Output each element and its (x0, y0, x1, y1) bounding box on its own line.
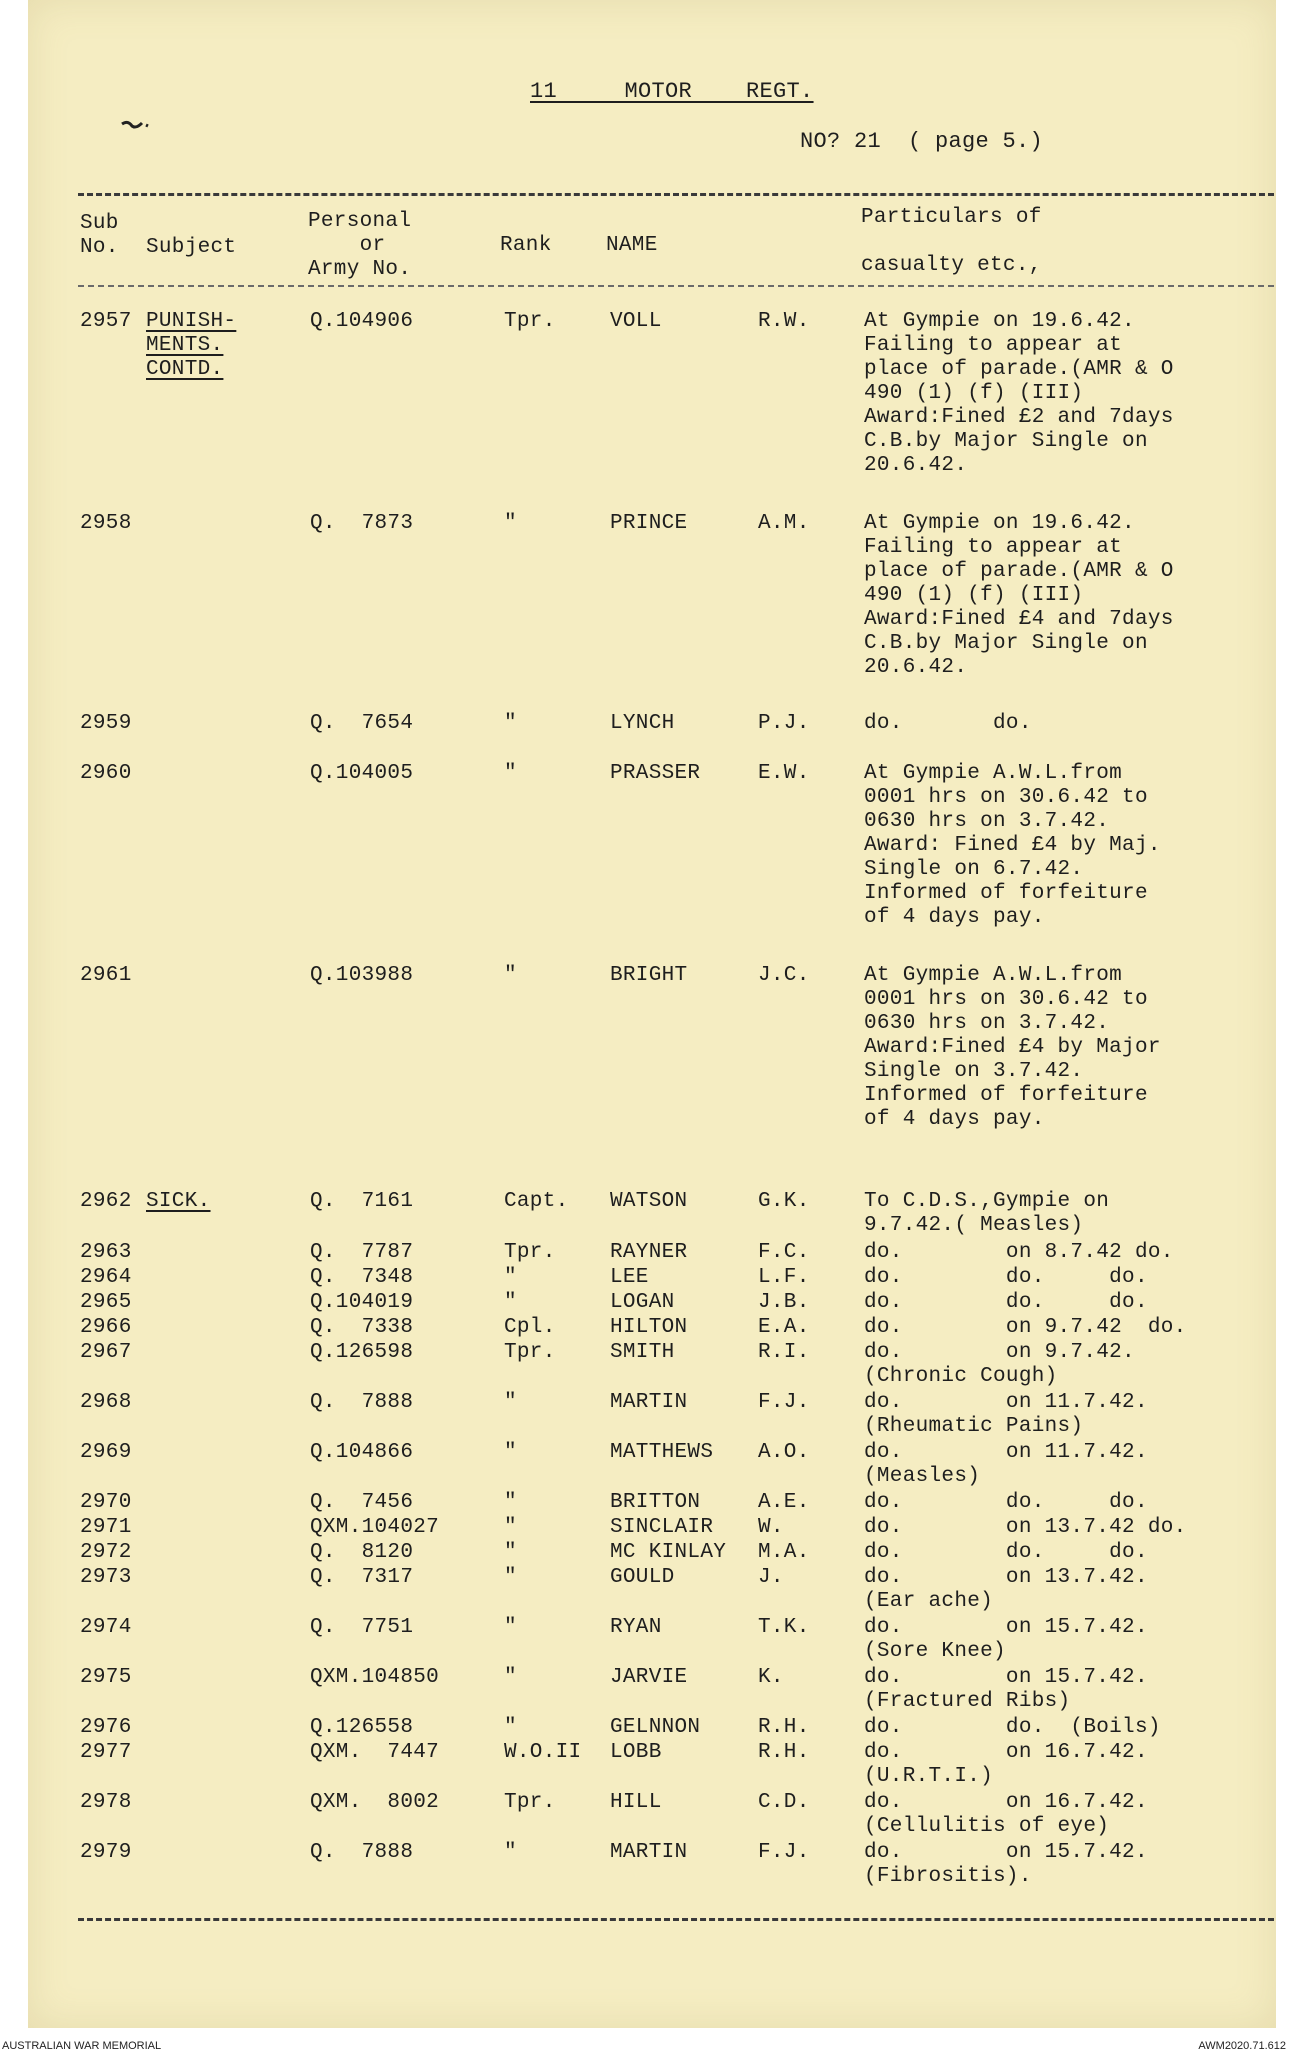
entry-name: RYAN (610, 1616, 662, 1639)
entry-personal-no: QXM. 7447 (310, 1741, 440, 1764)
entry-name: BRIGHT (610, 964, 688, 987)
entry-rank: " (504, 512, 517, 535)
entry-name: LYNCH (610, 712, 675, 735)
entry-initials: A.O. (758, 1441, 810, 1464)
ink-mark (120, 120, 150, 130)
entry-particulars: do. on 9.7.42. (Chronic Cough) (864, 1341, 1135, 1388)
archive-label: AUSTRALIAN WAR MEMORIAL (2, 2040, 162, 2052)
entry-rank: " (504, 1391, 517, 1414)
entry-particulars: do. on 15.7.42. (Fractured Ribs) (864, 1666, 1148, 1713)
entry-name: MC KINLAY (610, 1541, 727, 1564)
entry-initials: W. (758, 1516, 784, 1539)
entry-sub-no: 2978 (80, 1791, 132, 1814)
entry-particulars: At Gympie A.W.L.from 0001 hrs on 30.6.42 to 0630 hrs on 3.7.42. Award: Fined £4 by Maj. Single on 6.7.42. Informed of forfeiture of 4 days pay. (864, 762, 1161, 929)
entry-initials: G.K. (758, 1190, 810, 1213)
entry-particulars: do. do. do. (864, 1291, 1148, 1314)
entry-name: SINCLAIR (610, 1516, 714, 1539)
entry-name: MARTIN (610, 1841, 688, 1864)
entry-particulars: do. do. (864, 712, 1032, 735)
header-bottom-rule (78, 285, 1274, 287)
entry-rank: Capt. (504, 1190, 569, 1213)
entry-personal-no: Q.126558 (310, 1716, 414, 1739)
footer-rule (78, 1918, 1274, 1921)
entry-sub-no: 2960 (80, 762, 132, 785)
entry-rank: " (504, 712, 517, 735)
entry-particulars: do. on 11.7.42. (Rheumatic Pains) (864, 1391, 1148, 1438)
entry-initials: L.F. (758, 1266, 810, 1289)
entry-name: HILTON (610, 1316, 688, 1339)
entry-particulars: do. on 15.7.42. (Fibrositis). (864, 1841, 1148, 1888)
entry-sub-no: 2969 (80, 1441, 132, 1464)
entry-personal-no: Q.103988 (310, 964, 414, 987)
document-number: NO? 21 ( page 5.) (800, 129, 1044, 154)
header-sub-no: Sub No. (80, 212, 119, 259)
entry-name: GOULD (610, 1566, 675, 1589)
entry-rank: Tpr. (504, 1341, 556, 1364)
entry-particulars: do. do. do. (864, 1266, 1148, 1289)
entry-personal-no: Q. 7873 (310, 512, 414, 535)
entry-initials: R.H. (758, 1716, 810, 1739)
entry-sub-no: 2959 (80, 712, 132, 735)
entry-name: HILL (610, 1791, 662, 1814)
entry-rank: " (504, 964, 517, 987)
entry-sub-no: 2976 (80, 1716, 132, 1739)
entry-personal-no: Q. 7348 (310, 1266, 414, 1289)
entry-name: MARTIN (610, 1391, 688, 1414)
entry-sub-no: 2967 (80, 1341, 132, 1364)
entry-personal-no: QXM.104850 (310, 1666, 440, 1689)
entry-personal-no: Q.104005 (310, 762, 414, 785)
entry-sub-no: 2979 (80, 1841, 132, 1864)
entry-rank: " (504, 1441, 517, 1464)
entry-subject: PUNISH- MENTS. CONTD. (146, 310, 237, 381)
entry-rank: " (504, 1566, 517, 1589)
header-subject: Subject (146, 236, 237, 259)
header-top-rule (78, 193, 1274, 196)
entry-initials: A.E. (758, 1491, 810, 1514)
entry-particulars: do. on 13.7.42 do. (864, 1516, 1187, 1539)
entry-initials: R.H. (758, 1741, 810, 1764)
entry-name: PRINCE (610, 512, 688, 535)
entry-initials: J.C. (758, 964, 810, 987)
entry-initials: M.A. (758, 1541, 810, 1564)
entry-rank: Tpr. (504, 1241, 556, 1264)
entry-rank: Tpr. (504, 1791, 556, 1814)
entry-name: LEE (610, 1266, 649, 1289)
entry-personal-no: Q. 7888 (310, 1841, 414, 1864)
entry-name: LOBB (610, 1741, 662, 1764)
entry-personal-no: Q. 7338 (310, 1316, 414, 1339)
entry-particulars: do. on 8.7.42 do. (864, 1241, 1174, 1264)
entry-sub-no: 2957 (80, 310, 132, 333)
entry-particulars: do. on 13.7.42. (Ear ache) (864, 1566, 1148, 1613)
entry-personal-no: Q. 7787 (310, 1241, 414, 1264)
entry-personal-no: Q.126598 (310, 1341, 414, 1364)
entry-personal-no: Q.104906 (310, 310, 414, 333)
entry-particulars: At Gympie on 19.6.42. Failing to appear at place of parade.(AMR & O 490 (1) (f) (III) Award:Fined £4 and 7days C.B.by Major Single on 20.6.42. (864, 512, 1174, 679)
entry-rank: " (504, 1516, 517, 1539)
entry-sub-no: 2961 (80, 964, 132, 987)
entry-rank: " (504, 1716, 517, 1739)
entry-initials: F.J. (758, 1841, 810, 1864)
entry-name: RAYNER (610, 1241, 688, 1264)
entry-sub-no: 2958 (80, 512, 132, 535)
entry-rank: Cpl. (504, 1316, 556, 1339)
entry-initials: K. (758, 1666, 784, 1689)
header-particulars: Particulars of casualty etc., (861, 206, 1042, 277)
entry-rank: " (504, 1841, 517, 1864)
entry-particulars: do. on 15.7.42. (Sore Knee) (864, 1616, 1148, 1663)
entry-initials: R.W. (758, 310, 810, 333)
entry-sub-no: 2963 (80, 1241, 132, 1264)
entry-particulars: At Gympie on 19.6.42. Failing to appear at place of parade.(AMR & O 490 (1) (f) (III) Award:Fined £2 and 7days C.B.by Major Single on 20.6.42. (864, 310, 1174, 477)
header-personal-no: Personal or Army No. (308, 210, 412, 281)
entry-personal-no: Q.104019 (310, 1291, 414, 1314)
entry-particulars: To C.D.S.,Gympie on 9.7.42.( Measles) (864, 1190, 1110, 1237)
entry-initials: P.J. (758, 712, 810, 735)
document-page (28, 0, 1276, 2028)
entry-sub-no: 2966 (80, 1316, 132, 1339)
entry-sub-no: 2970 (80, 1491, 132, 1514)
entry-name: BRITTON (610, 1491, 701, 1514)
entry-particulars: do. on 9.7.42 do. (864, 1316, 1187, 1339)
entry-sub-no: 2968 (80, 1391, 132, 1414)
entry-particulars: do. do. do. (864, 1491, 1148, 1514)
entry-sub-no: 2974 (80, 1616, 132, 1639)
entry-name: WATSON (610, 1190, 688, 1213)
entry-initials: F.C. (758, 1241, 810, 1264)
entry-initials: E.A. (758, 1316, 810, 1339)
entry-personal-no: Q. 7654 (310, 712, 414, 735)
entry-name: JARVIE (610, 1666, 688, 1689)
entry-sub-no: 2975 (80, 1666, 132, 1689)
entry-rank: " (504, 1616, 517, 1639)
entry-rank: " (504, 1666, 517, 1689)
entry-particulars: At Gympie A.W.L.from 0001 hrs on 30.6.42 to 0630 hrs on 3.7.42. Award:Fined £4 by Major Single on 3.7.42. Informed of forfeiture of 4 days pay. (864, 964, 1161, 1131)
entry-rank: " (504, 1491, 517, 1514)
entry-personal-no: Q.104866 (310, 1441, 414, 1464)
entry-name: PRASSER (610, 762, 701, 785)
entry-initials: J.B. (758, 1291, 810, 1314)
entry-name: MATTHEWS (610, 1441, 714, 1464)
entry-personal-no: Q. 7317 (310, 1566, 414, 1589)
entry-personal-no: Q. 7456 (310, 1491, 414, 1514)
entry-initials: C.D. (758, 1791, 810, 1814)
entry-initials: R.I. (758, 1341, 810, 1364)
entry-initials: F.J. (758, 1391, 810, 1414)
entry-personal-no: Q. 7888 (310, 1391, 414, 1414)
entry-initials: E.W. (758, 762, 810, 785)
entry-sub-no: 2971 (80, 1516, 132, 1539)
header-name: NAME (606, 234, 658, 257)
entry-personal-no: Q. 7161 (310, 1190, 414, 1213)
entry-rank: " (504, 1541, 517, 1564)
entry-personal-no: QXM. 8002 (310, 1791, 440, 1814)
entry-rank: " (504, 762, 517, 785)
entry-rank: W.O.II (504, 1741, 582, 1764)
entry-personal-no: QXM.104027 (310, 1516, 440, 1539)
entry-personal-no: Q. 7751 (310, 1616, 414, 1639)
entry-rank: Tpr. (504, 310, 556, 333)
entry-initials: J. (758, 1566, 784, 1589)
entry-sub-no: 2972 (80, 1541, 132, 1564)
entry-particulars: do. do. do. (864, 1541, 1148, 1564)
entry-sub-no: 2965 (80, 1291, 132, 1314)
entry-name: LOGAN (610, 1291, 675, 1314)
entry-sub-no: 2973 (80, 1566, 132, 1589)
entry-initials: T.K. (758, 1616, 810, 1639)
entry-personal-no: Q. 8120 (310, 1541, 414, 1564)
archive-reference: AWM2020.71.612 (1198, 2040, 1286, 2052)
entry-sub-no: 2964 (80, 1266, 132, 1289)
entry-particulars: do. do. (Boils) (864, 1716, 1161, 1739)
entry-name: SMITH (610, 1341, 675, 1364)
entry-sub-no: 2962 (80, 1190, 132, 1213)
entry-particulars: do. on 16.7.42. (U.R.T.I.) (864, 1741, 1148, 1788)
header-rank: Rank (500, 234, 552, 257)
entry-name: GELNNON (610, 1716, 701, 1739)
entry-particulars: do. on 16.7.42. (Cellulitis of eye) (864, 1791, 1148, 1838)
entry-name: VOLL (610, 310, 662, 333)
entry-rank: " (504, 1291, 517, 1314)
entry-rank: " (504, 1266, 517, 1289)
entry-initials: A.M. (758, 512, 810, 535)
document-title: 11 MOTOR REGT. (530, 79, 814, 104)
entry-sub-no: 2977 (80, 1741, 132, 1764)
entry-particulars: do. on 11.7.42. (Measles) (864, 1441, 1148, 1488)
entry-subject: SICK. (146, 1190, 211, 1213)
